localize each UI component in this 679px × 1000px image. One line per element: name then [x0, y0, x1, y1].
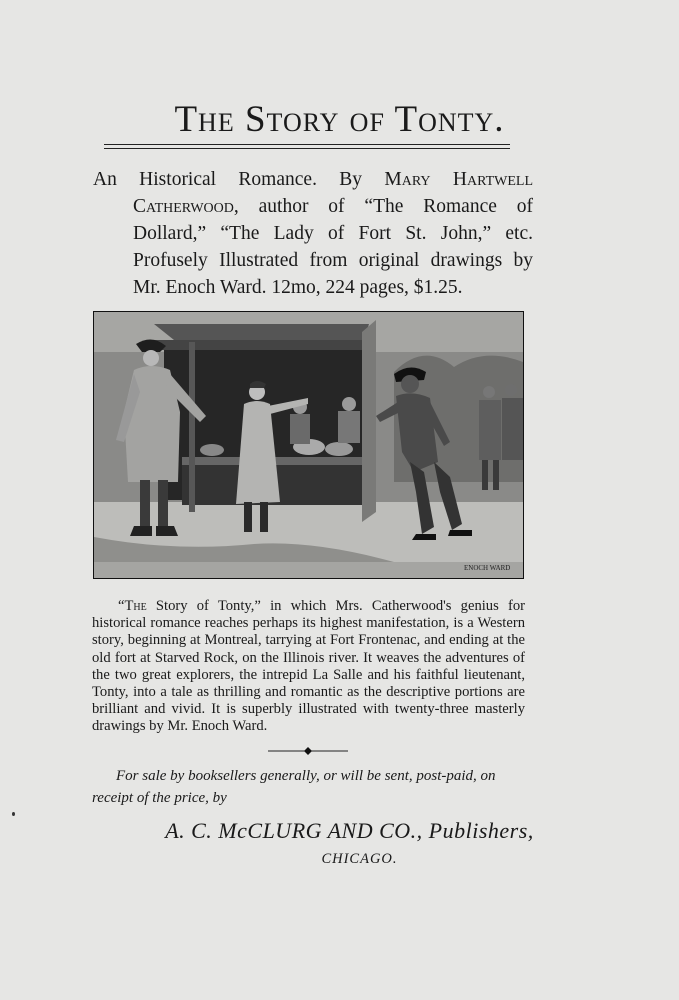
page-speck [12, 812, 15, 816]
title-double-rule [104, 144, 510, 149]
description-rest: , author of “The Romance of Dollard,” “The Lady of Fort St. John,” etc. Profusely Illustrated from original drawings by Mr. Enoch Ward. 12mo, 224 pages, $1.25. [133, 196, 533, 298]
page-title: The Story of Tonty. [174, 99, 505, 140]
book-description [93, 166, 533, 301]
description-lead: An Historical Romance. By [93, 169, 385, 190]
illustration-engraving [94, 312, 523, 578]
summary-text: Story of Tonty,” in which Mrs. Catherwood's genius for historical romance reaches perhaps its highest manifestation, is a Western story, beginning at Montreal, tarrying at Fort Frontenac, and ending at the old fort at Starved Rock, on the Illinois river. It weaves the adventures of the two great explorers, the intrepid La Salle and his faithful lieutenant, Tonty, into a tale as thrilling and romantic as the descriptive portions are brilliant and vivid. It is superbly illustrated with twenty-three masterly drawings by Mr. Enoch Ward. [92, 598, 525, 735]
ornamental-divider [268, 746, 348, 756]
author-name: Mary Hartwell Catherwood [133, 169, 533, 217]
book-summary [92, 598, 525, 736]
summary-open-quote: “ [118, 598, 125, 614]
sale-notice: For sale by booksellers generally, or will be sent, post-paid, on receipt of the price, by [92, 768, 496, 806]
artist-signature: ENOCH WARD [464, 564, 511, 572]
publisher-city: CHICAGO. [321, 851, 398, 867]
illustration [93, 311, 524, 579]
summary-first-word: The [124, 598, 147, 614]
publisher-name: A. C. McCLURG AND CO., Publishers, [165, 818, 534, 843]
